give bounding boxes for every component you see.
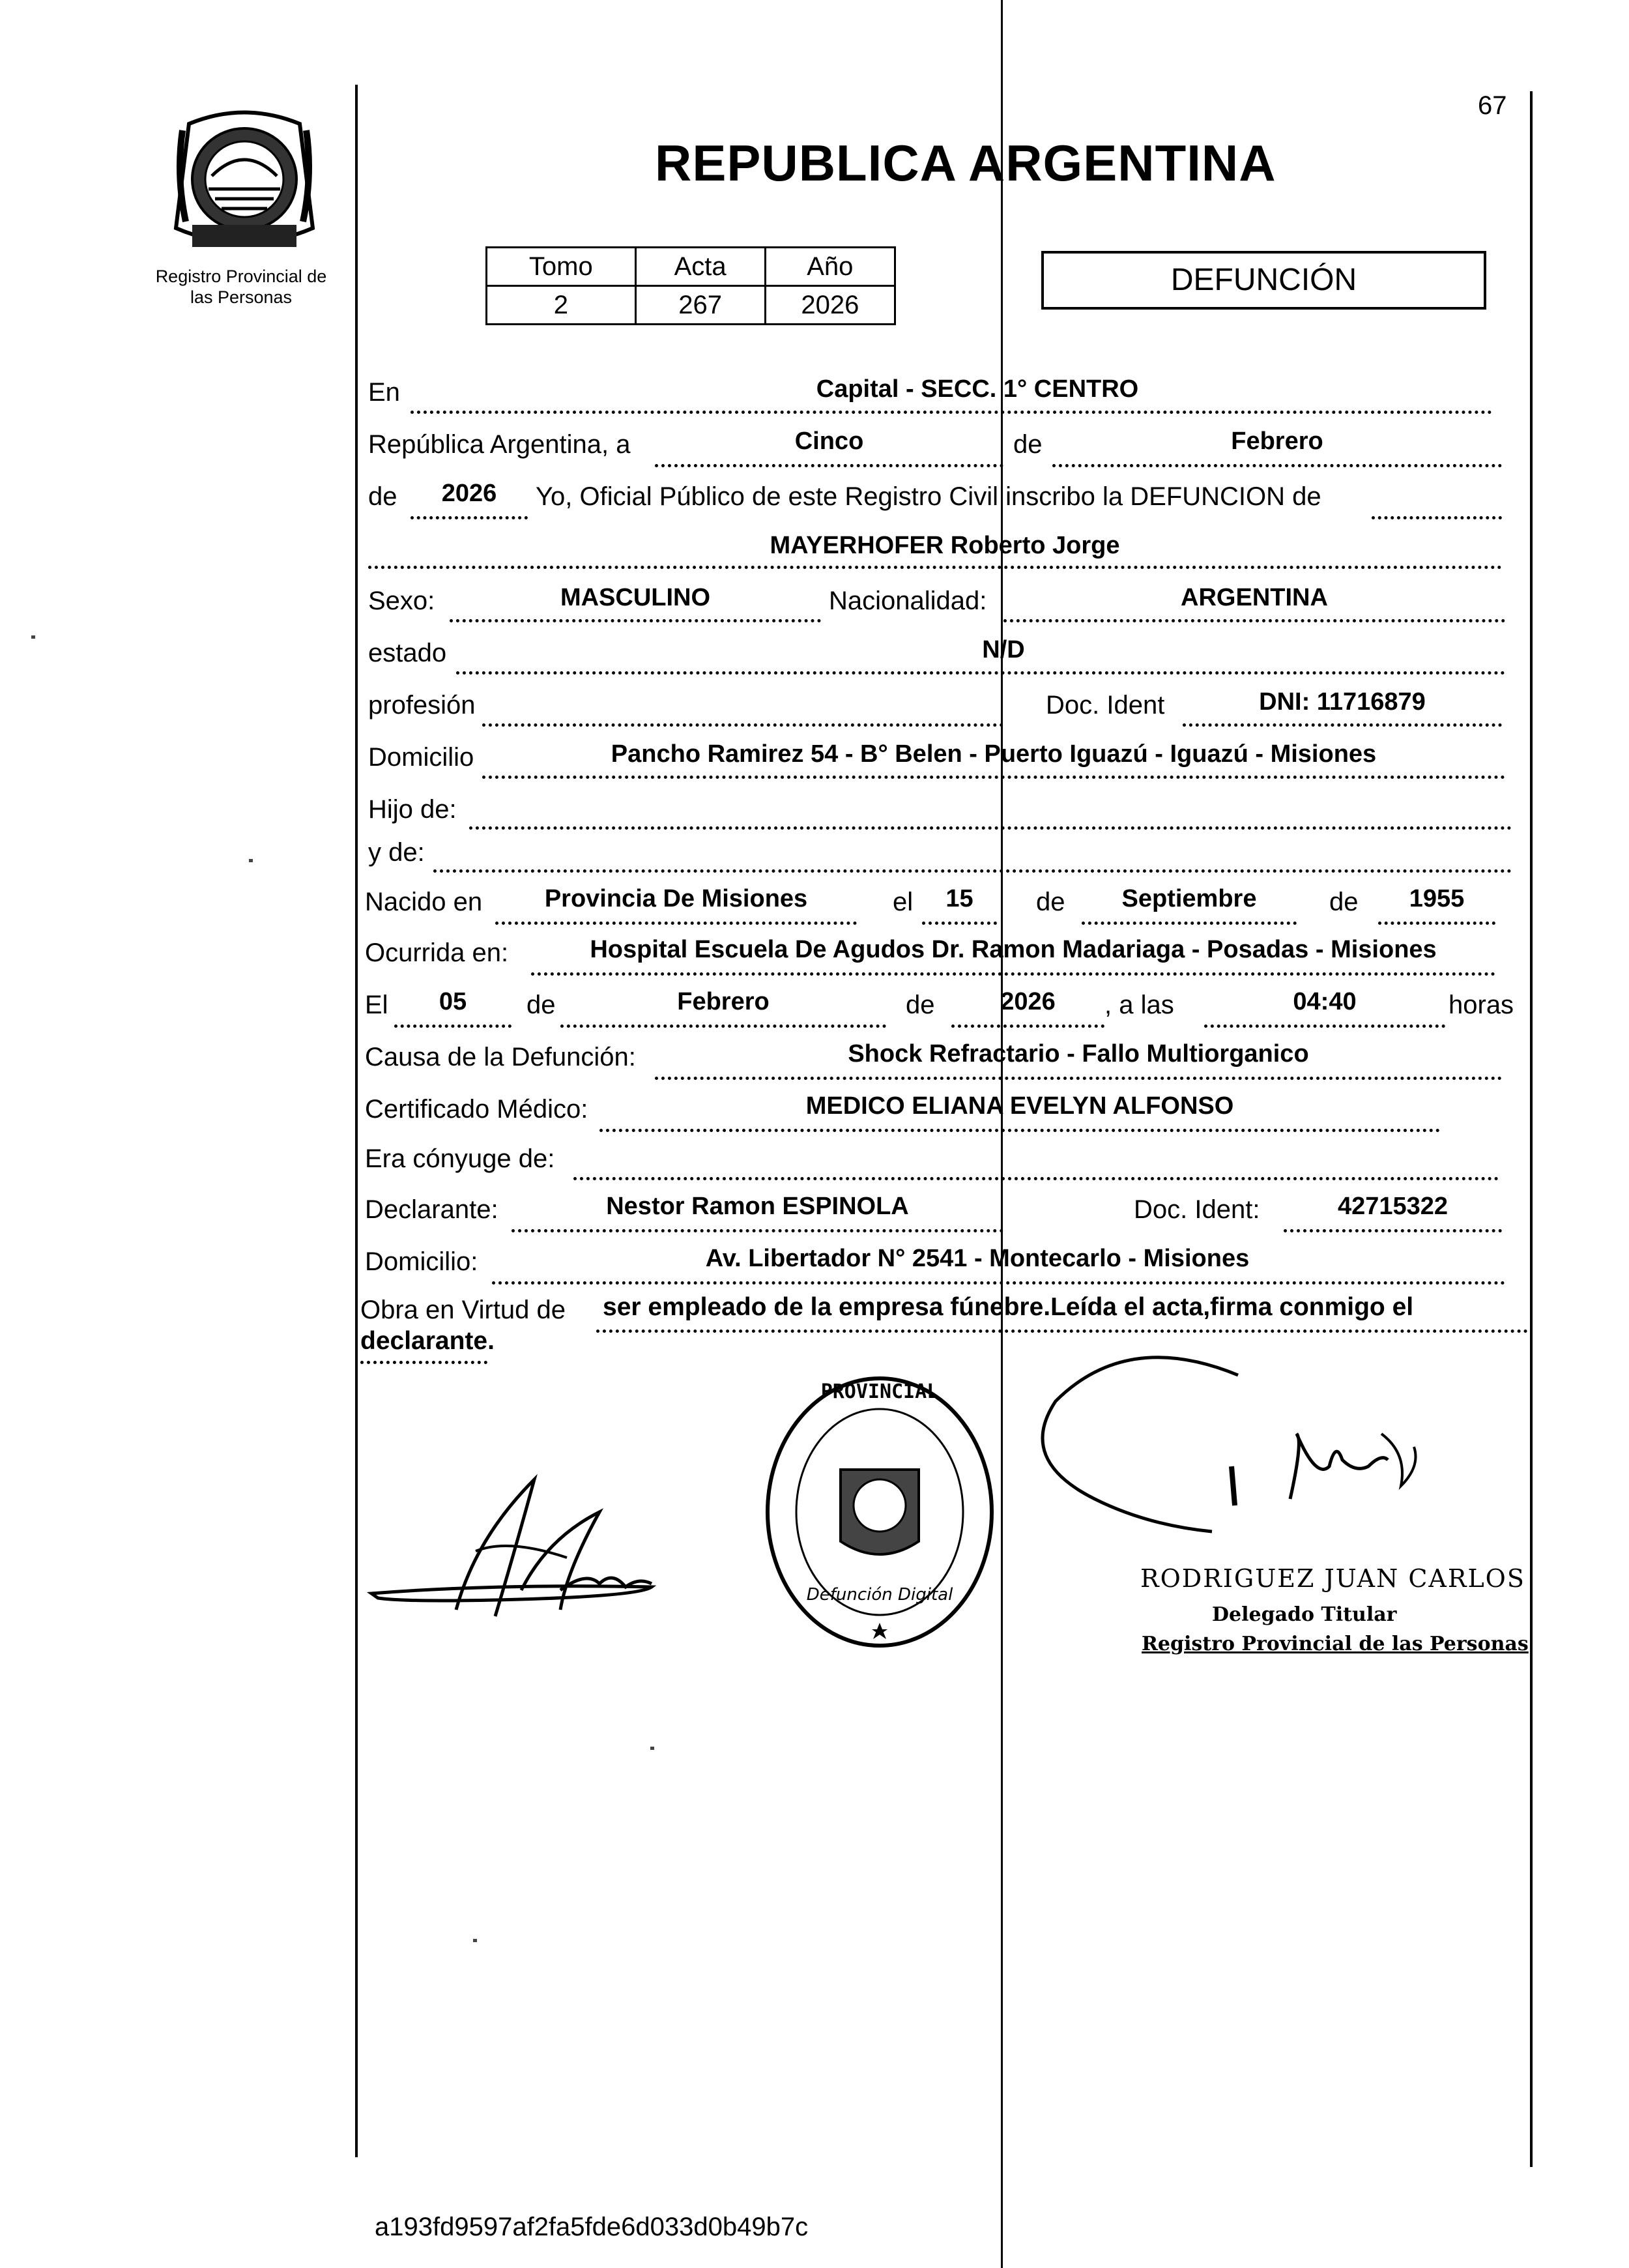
- declarante-label: Declarante:: [365, 1195, 498, 1224]
- svg-text:PROVINCIAL: PROVINCIAL: [820, 1380, 939, 1403]
- nacionalidad-label: Nacionalidad:: [829, 587, 987, 615]
- death-year-dotline: [951, 1025, 1104, 1028]
- obra-value-line2: declarante.: [360, 1327, 495, 1355]
- obra-value-line1: ser empleado de la empresa fúnebre.Leída el acta,firma conmigo el: [603, 1293, 1414, 1321]
- hijo-label: Hijo de:: [368, 795, 457, 824]
- official-text: Yo, Oficial Público de este Registro Civil inscribo la DEFUNCION de: [536, 482, 1321, 511]
- left-margin-line: [355, 85, 358, 2157]
- document-type-box: DEFUNCIÓN: [1041, 251, 1486, 310]
- official-office: Registro Provincial de las Personas: [1142, 1633, 1529, 1655]
- domicilio-label: Domicilio: [368, 743, 474, 772]
- logo-caption-line1: Registro Provincial de: [155, 267, 327, 286]
- obra-dotline-2: [360, 1361, 487, 1364]
- doc-ident-dotline: [1183, 723, 1502, 727]
- scan-speck: [31, 635, 35, 639]
- year-value: 2026: [441, 480, 497, 507]
- record-table: [485, 246, 896, 325]
- declarant-signature: [365, 1460, 665, 1629]
- scan-speck: [249, 859, 253, 862]
- declarante-domicilio-value: Av. Libertador N° 2541 - Montecarlo - Misiones: [705, 1245, 1250, 1272]
- causa-value: Shock Refractario - Fallo Multiorganico: [848, 1040, 1309, 1068]
- document-hash: a193fd9597af2fa5fde6d033d0b49b7c: [375, 2213, 809, 2241]
- profesion-dotline: [482, 723, 1003, 727]
- certificado-value: MEDICO ELIANA EVELYN ALFONSO: [805, 1092, 1234, 1120]
- province-logo: [163, 104, 326, 254]
- certificado-dotline: [599, 1129, 1440, 1132]
- estado-value: N/D: [982, 636, 1025, 663]
- sexo-dotline: [450, 619, 821, 622]
- alas-label: , a las: [1104, 991, 1174, 1019]
- ano-header: Año: [765, 248, 895, 286]
- yde-label: y de:: [368, 838, 425, 867]
- ocurrida-value: Hospital Escuela De Agudos Dr. Ramon Madariaga - Posadas - Misiones: [590, 936, 1437, 963]
- death-de1-label: de: [526, 991, 556, 1019]
- en-label: En: [368, 378, 400, 407]
- official-title: Delegado Titular: [1212, 1603, 1397, 1626]
- domicilio-value: Pancho Ramirez 54 - B° Belen - Puerto Iguazú - Iguazú - Misiones: [611, 740, 1377, 768]
- tomo-header: Tomo: [487, 248, 636, 286]
- obra-label: Obra en Virtud de: [360, 1296, 566, 1324]
- birth-day-value: 15: [945, 885, 973, 912]
- name-dotline: [368, 566, 1502, 569]
- causa-label: Causa de la Defunción:: [365, 1043, 636, 1071]
- birth-year-dotline: [1378, 922, 1495, 925]
- birth-de2-label: de: [1329, 888, 1359, 916]
- declarante-value: Nestor Ramon ESPINOLA: [606, 1193, 909, 1220]
- profesion-label: profesión: [368, 691, 476, 720]
- year-prefix-label: de: [368, 482, 397, 511]
- republica-label: República Argentina, a: [368, 430, 631, 459]
- horas-label: horas: [1449, 991, 1514, 1019]
- birth-el-label: el: [893, 888, 914, 916]
- scan-fold-line: [1001, 0, 1003, 2268]
- nacido-value: Provincia De Misiones: [544, 885, 808, 912]
- scan-speck: [473, 1939, 477, 1942]
- month-dotline: [1052, 464, 1502, 467]
- deceased-name: MAYERHOFER Roberto Jorge: [770, 532, 1120, 559]
- death-time-dotline: [1204, 1025, 1445, 1028]
- yde-dotline: [433, 869, 1512, 873]
- declarante-doc-dotline: [1284, 1229, 1502, 1232]
- acta-header: Acta: [635, 248, 765, 286]
- death-de2-label: de: [906, 991, 935, 1019]
- nacido-dotline: [495, 922, 857, 925]
- birth-month-dotline: [1082, 922, 1297, 925]
- en-value: Capital - SECC. 1° CENTRO: [816, 375, 1139, 403]
- ocurrida-label: Ocurrida en:: [365, 938, 509, 967]
- hijo-dotline: [469, 826, 1512, 830]
- month-value: Febrero: [1231, 428, 1323, 455]
- month-de-label: de: [1013, 430, 1043, 459]
- year-dotline: [411, 516, 528, 519]
- page-number: 67: [1478, 91, 1507, 120]
- domicilio-dotline: [482, 776, 1505, 779]
- birth-day-dotline: [922, 922, 997, 925]
- causa-dotline: [655, 1077, 1502, 1080]
- logo-caption: [124, 266, 358, 308]
- death-month-dotline: [560, 1025, 886, 1028]
- estado-label: estado: [368, 639, 447, 667]
- province-emblem-icon: [163, 104, 326, 254]
- birth-year-value: 1955: [1409, 885, 1465, 912]
- death-year-value: 2026: [1000, 988, 1056, 1015]
- official-signature-mark: [1016, 1336, 1460, 1584]
- doc-ident-label: Doc. Ident: [1046, 691, 1165, 720]
- signature-scribble-icon: [365, 1460, 665, 1629]
- certificado-label: Certificado Médico:: [365, 1095, 588, 1124]
- sexo-value: MASCULINO: [560, 584, 711, 611]
- tomo-value: 2: [487, 286, 636, 325]
- ano-value: 2026: [765, 286, 895, 325]
- day-dotline: [655, 464, 1003, 467]
- ocurrida-dotline: [531, 972, 1495, 976]
- declarante-doc-label: Doc. Ident:: [1134, 1195, 1260, 1224]
- right-margin-line: [1530, 91, 1533, 2167]
- birth-month-value: Septiembre: [1121, 885, 1257, 912]
- official-dotline: [1372, 516, 1502, 519]
- death-el-label: El: [365, 991, 388, 1019]
- declarante-domicilio-dotline: [492, 1281, 1505, 1285]
- acta-value: 267: [635, 286, 765, 325]
- death-day-dotline: [394, 1025, 512, 1028]
- declarante-domicilio-label: Domicilio:: [365, 1247, 478, 1276]
- declarante-doc-value: 42715322: [1337, 1193, 1449, 1220]
- nacionalidad-dotline: [1003, 619, 1505, 622]
- doc-ident-value: DNI: 11716879: [1259, 688, 1426, 716]
- birth-de1-label: de: [1036, 888, 1065, 916]
- nacido-label: Nacido en: [365, 888, 483, 916]
- declarante-dotline: [512, 1229, 1003, 1232]
- logo-caption-line2: las Personas: [190, 287, 293, 307]
- official-name: RODRIGUEZ JUAN CARLOS: [1140, 1564, 1525, 1593]
- scan-speck: [650, 1747, 654, 1750]
- death-time-value: 04:40: [1293, 988, 1357, 1015]
- svg-text:Defunción Digital: Defunción Digital: [806, 1585, 953, 1605]
- conyuge-label: Era cónyuge de:: [365, 1144, 555, 1173]
- obra-dotline: [596, 1330, 1528, 1333]
- death-day-value: 05: [439, 988, 467, 1015]
- sexo-label: Sexo:: [368, 587, 435, 615]
- registry-seal-icon: [756, 1372, 1003, 1659]
- day-value: Cinco: [794, 428, 864, 455]
- official-signature-scribble-icon: [1016, 1336, 1460, 1584]
- page-title: REPUBLICA ARGENTINA: [655, 134, 1276, 192]
- en-dotline: [411, 411, 1492, 414]
- conyuge-dotline: [573, 1177, 1499, 1180]
- estado-dotline: [456, 671, 1505, 675]
- nacionalidad-value: ARGENTINA: [1181, 584, 1328, 611]
- death-month-value: Febrero: [677, 988, 770, 1015]
- official-seal: [756, 1372, 1003, 1659]
